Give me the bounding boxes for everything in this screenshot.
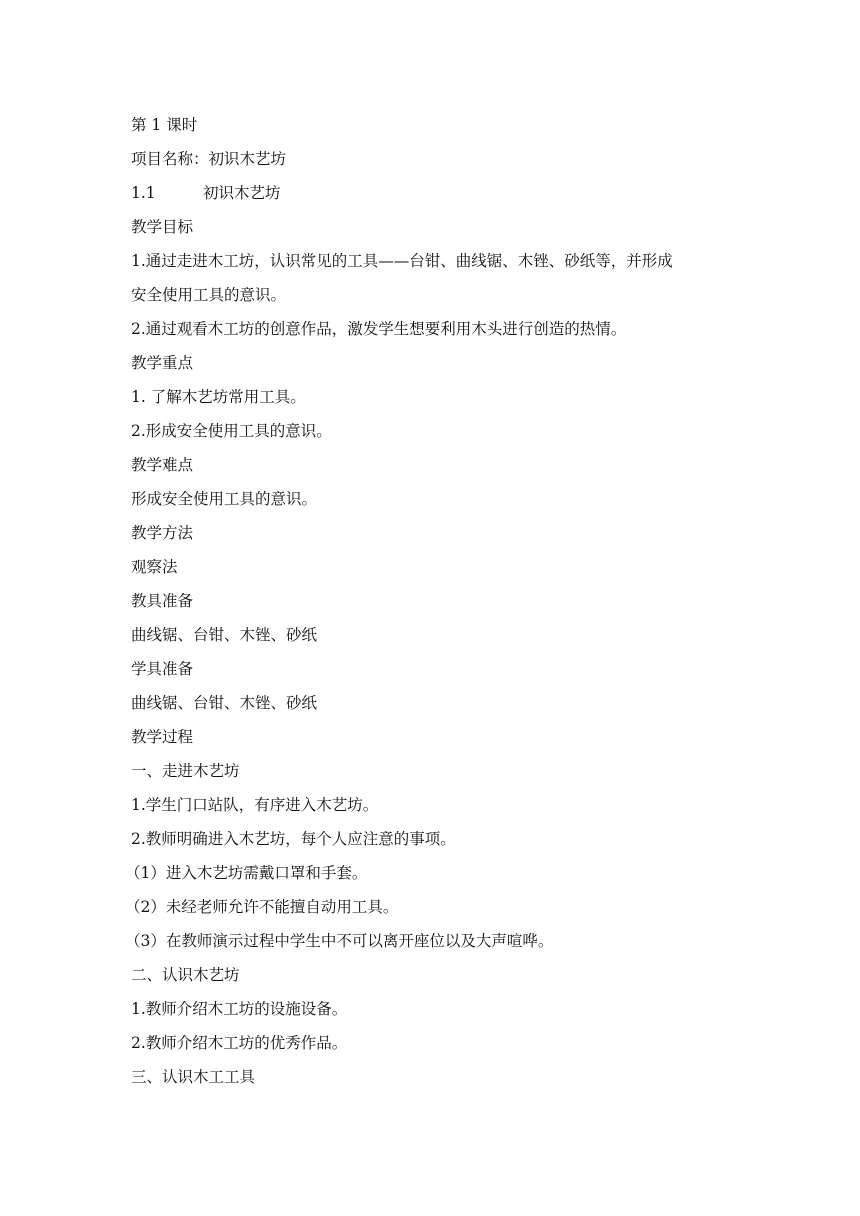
lesson-label: 第 1 课时 (131, 116, 198, 134)
methods-heading: 教学方法 (131, 524, 194, 542)
key-points-heading: 教学重点 (131, 354, 194, 372)
step-1-rule-1: （1）进入木艺坊需戴口罩和手套。 (125, 864, 368, 882)
objective-1-line-2: 安全使用工具的意识。 (131, 286, 287, 304)
method: 观察法 (131, 558, 178, 576)
step-2-item-2: 2.教师介绍木工坊的优秀作品。 (131, 1034, 348, 1052)
step-1-item-2: 2.教师明确进入木艺坊，每个人应注意的事项。 (131, 830, 456, 848)
section-heading (131, 176, 751, 210)
step-1-title: 一、走进木艺坊 (131, 762, 240, 780)
student-tools: 曲线锯、台钳、木锉、砂纸 (131, 694, 318, 712)
student-tools-heading: 学具准备 (131, 660, 194, 678)
teacher-tools-heading: 教具准备 (131, 592, 194, 610)
teacher-tools: 曲线锯、台钳、木锉、砂纸 (131, 626, 318, 644)
document-body (125, 108, 751, 1094)
section-title: 初识木艺坊 (203, 184, 281, 202)
project-name: 项目名称：初识木艺坊 (131, 150, 287, 168)
step-1-item-1: 1.学生门口站队，有序进入木艺坊。 (131, 796, 379, 814)
difficulties-heading: 教学难点 (131, 456, 194, 474)
key-point-2: 2.形成安全使用工具的意识。 (131, 422, 332, 440)
step-2-item-1: 1.教师介绍木工坊的设施设备。 (131, 1000, 348, 1018)
step-2-title: 二、认识木艺坊 (131, 966, 240, 984)
section-number: 1.1 (131, 184, 156, 202)
step-1-rule-2: （2）未经老师允许不能擅自动用工具。 (125, 898, 399, 916)
process-heading: 教学过程 (131, 728, 194, 746)
objectives-heading: 教学目标 (131, 218, 194, 236)
key-point-1: 1. 了解木艺坊常用工具。 (131, 388, 306, 406)
step-3-title: 三、认识木工工具 (131, 1068, 256, 1086)
objective-1-line-1: 1.通过走进木工坊，认识常见的工具——台钳、曲线锯、木锉、砂纸等，并形成 (131, 252, 673, 270)
step-1-rule-3: （3）在教师演示过程中学生中不可以离开座位以及大声喧哗。 (125, 932, 554, 950)
difficulty: 形成安全使用工具的意识。 (131, 490, 318, 508)
objective-2: 2.通过观看木工坊的创意作品，激发学生想要利用木头进行创造的热情。 (131, 320, 627, 338)
